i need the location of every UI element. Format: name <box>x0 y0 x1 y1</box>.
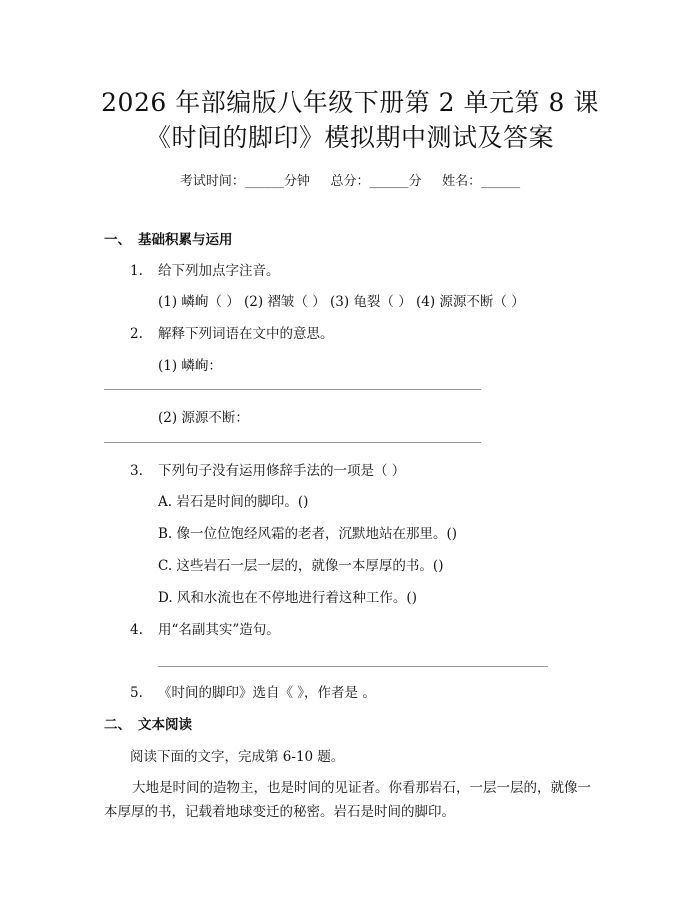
section-1-number: 一、 <box>104 232 131 248</box>
q5-text: 《时间的脚印》选自《 》，作者是 。 <box>158 685 376 701</box>
q2-text: 解释下列词语在文中的意思。 <box>158 326 334 342</box>
q4-text: 用“名副其实”造句。 <box>158 622 280 638</box>
section-2-heading: 文本阅读 <box>138 717 192 733</box>
q1-options: (1) 嶙峋（ ） (2) 褶皱（ ） (3) 龟裂（ ） (4) 源源不断（ ） <box>158 294 525 310</box>
q3-option-c: C. 这些岩石一层一层的，就像一本厚厚的书。() <box>158 558 444 574</box>
q3-text: 下列句子没有运用修辞手法的一项是（ ） <box>158 463 406 479</box>
q1-text: 给下列加点字注音。 <box>158 263 280 279</box>
section-2-number: 二、 <box>104 717 131 733</box>
q3-option-a: A. 岩石是时间的脚印。() <box>158 494 309 510</box>
section-1-heading: 基础积累与运用 <box>138 232 233 248</box>
q5-number: 5. <box>130 685 143 701</box>
q4-number: 4. <box>130 622 143 638</box>
q2-sub2-label: (2) 源源不断： <box>158 410 249 426</box>
exam-info: 考试时间：______分钟 总分：______分 姓名：______ <box>179 174 521 189</box>
title-line-1: 2026 年部编版八年级下册第 2 单元第 8 课 <box>101 88 599 117</box>
q2-number: 2. <box>130 326 143 342</box>
q3-option-d: D. 风和水流也在不停地进行着这种工作。() <box>158 590 417 606</box>
q1-number: 1. <box>130 263 143 279</box>
reading-instruction: 阅读下面的文字，完成第 6-10 题。 <box>130 749 345 765</box>
q2-sub1-answer-line[interactable] <box>104 389 481 390</box>
q3-number: 3. <box>130 463 143 479</box>
q2-sub2-answer-line[interactable] <box>104 442 481 443</box>
q2-sub1-label: (1) 嶙峋： <box>158 358 222 374</box>
reading-passage: 大地是时间的造物主，也是时间的见证者。你看那岩石，一层一层的，就像一本厚厚的书，记载着地球变迁的秘密。岩石是时间的脚印。 <box>104 780 591 820</box>
title-line-2: 《时间的脚印》模拟期中测试及答案 <box>145 123 554 152</box>
q4-answer-line[interactable] <box>158 666 548 667</box>
q3-option-b: B. 像一位位饱经风霜的老者，沉默地站在那里。() <box>158 526 458 542</box>
